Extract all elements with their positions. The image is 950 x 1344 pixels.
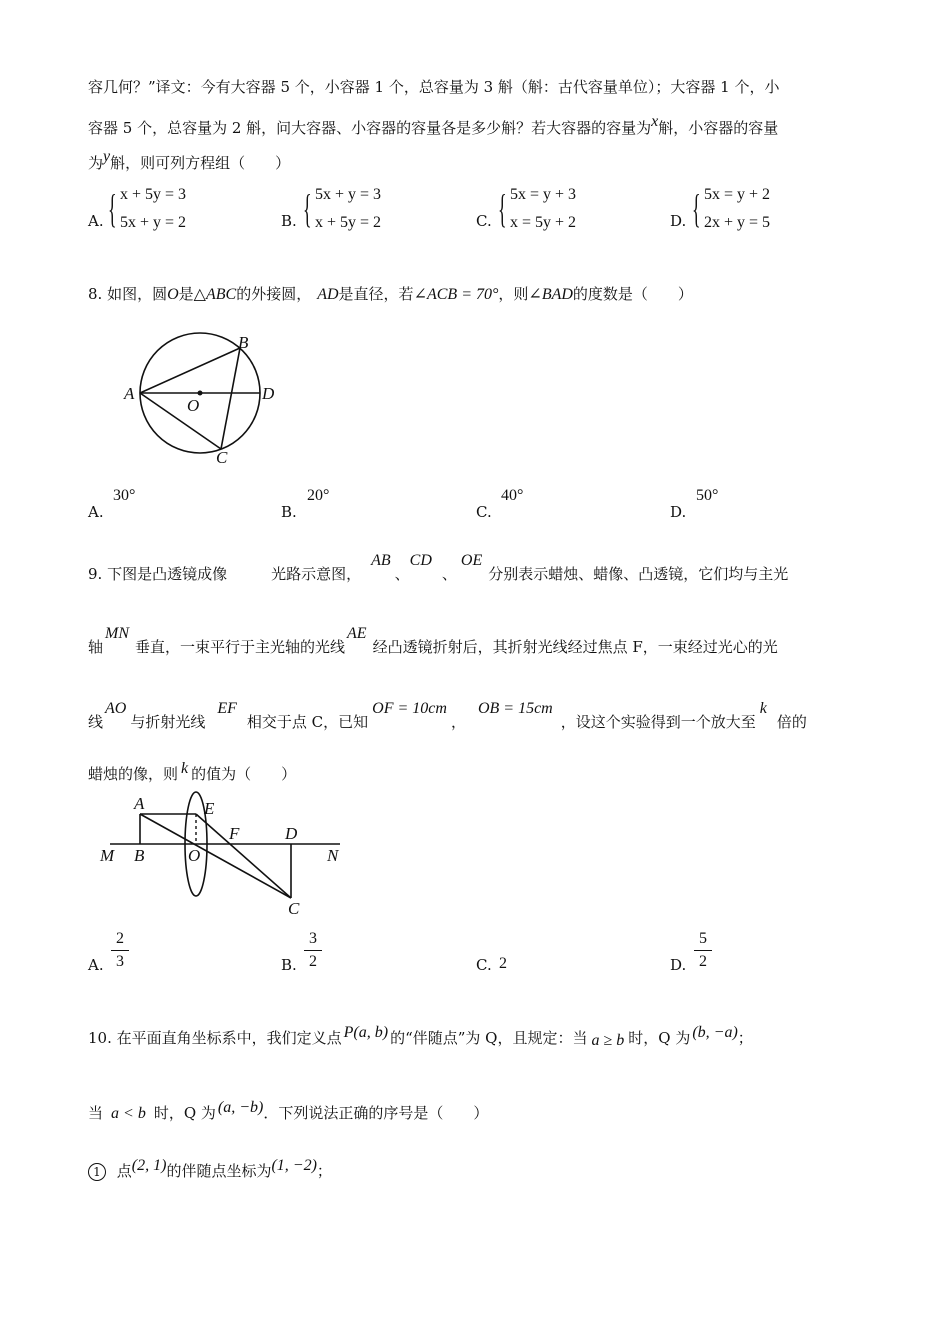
q10-item-1: 1 点(2, 1)的伴随点坐标为(1, −2)； — [88, 1160, 332, 1181]
q7-option-d-eq2: 2x + y = 5 — [704, 214, 771, 231]
q7-text-line3: 为y斛，则可列方程组（ ） — [88, 148, 291, 172]
q9-label-d: D — [285, 824, 298, 843]
q10-stem-line1: 10. 在平面直角坐标系中，我们定义点 P(a, b) 的“伴随点”为 Q，且规定：当 a ≥ b 时，Q 为 (b, −a)； — [88, 1024, 753, 1049]
q8-option-b-label: B. — [281, 503, 297, 521]
q9-label-b: B — [134, 846, 145, 865]
q9-label-o: O — [188, 846, 201, 865]
refracted-ray-efc — [196, 814, 291, 898]
q8-label-c: C — [216, 448, 228, 467]
q9-stem-line3: 线AO与折射光线EF相交于点 C，已知OF = 10cm，OB = 15cm，设这个实验得到一个放大至k倍的 — [88, 700, 807, 731]
q8-option-b-value: 20° — [307, 487, 330, 504]
q9-option-c-value: 2 — [499, 955, 507, 972]
q9-option-c-label: C. — [476, 956, 492, 974]
q9-label-a: A — [134, 794, 145, 813]
q7-option-c-eq1: 5x = y + 3 — [510, 186, 577, 203]
q9-label-f: F — [229, 824, 240, 843]
q8-option-d-value: 50° — [696, 487, 719, 504]
q9-option-d-label: D. — [670, 956, 687, 974]
q9-stem-line1: 9. 下图是凸透镜成像 光路示意图，AB、CD、OE分别表示蜡烛、蜡像、凸透镜，它们均与主光 — [88, 552, 789, 583]
q9-lens-diagram — [98, 790, 358, 920]
q7-option-d-eq1: 5x = y + 2 — [704, 186, 771, 203]
q8-option-d-label: D. — [670, 503, 687, 521]
center-point-o — [198, 391, 203, 396]
q7-option-c-label: C. — [476, 212, 492, 230]
q7-text-line2: 容器 5 个，总容量为 2 斛，问大容器、小容器的容量各是多少斛？若大容器的容量为x斛，小容器的容量 — [88, 113, 779, 137]
item-number-circle: 1 — [88, 1163, 106, 1181]
q9-stem-line2: 轴MN垂直，一束平行于主光轴的光线AE经凸透镜折射后，其折射光线经过焦点 F，一束经过光心的光 — [88, 625, 778, 656]
q8-option-a-value: 30° — [113, 487, 136, 504]
q8-label-o: O — [187, 396, 200, 415]
q7-option-b-label: B. — [281, 212, 297, 230]
q8-option-c-value: 40° — [501, 487, 524, 504]
q8-option-a-label: A. — [88, 503, 104, 521]
segment-bc — [221, 348, 240, 449]
q7-option-a-eq2: 5x + y = 2 — [120, 214, 187, 231]
q8-circle-diagram — [118, 328, 288, 468]
segment-ac — [140, 393, 221, 449]
q9-label-n: N — [327, 846, 339, 865]
q9-option-a-fraction: 2 3 — [111, 930, 129, 971]
q9-option-b-fraction: 3 2 — [304, 930, 322, 971]
segment-ab — [140, 348, 240, 393]
q9-label-m: M — [100, 846, 115, 865]
q9-option-a-label: A. — [88, 956, 104, 974]
q8-label-a: A — [124, 384, 135, 403]
q9-stem-line4: 蜡烛的像，则 k 的值为（ ） — [88, 760, 297, 783]
center-ray-aoc — [140, 814, 291, 898]
q7-text-line1: 容几何？”译文：今有大容器 5 个，小容器 1 个，总容量为 3 斛（斛：古代容量单位）；大容器 1 个，小 — [88, 78, 780, 96]
q8-label-b: B — [238, 333, 249, 352]
q9-label-c: C — [288, 899, 300, 918]
q8-stem: 8. 如图，圆O是△ABC的外接圆， AD是直径，若∠ACB = 70°，则∠BAD的度数是（ ） — [88, 285, 693, 303]
q8-option-c-label: C. — [476, 503, 492, 521]
q7-option-b-eq2: x + 5y = 2 — [315, 214, 382, 231]
q7-option-a-eq1: x + 5y = 3 — [120, 186, 187, 203]
q7-option-d-label: D. — [670, 212, 687, 230]
q9-option-d-fraction: 5 2 — [694, 930, 712, 971]
q10-stem-line2: 当 a < b 时，Q 为 (a, −b)．下列说法正确的序号是（ ） — [88, 1099, 489, 1122]
q9-label-e: E — [204, 799, 215, 818]
q7-option-b-eq1: 5x + y = 3 — [315, 186, 382, 203]
q7-option-a-label: A. — [88, 212, 104, 230]
q7-option-c-eq2: x = 5y + 2 — [510, 214, 577, 231]
q9-option-b-label: B. — [281, 956, 297, 974]
q8-label-d: D — [262, 384, 275, 403]
